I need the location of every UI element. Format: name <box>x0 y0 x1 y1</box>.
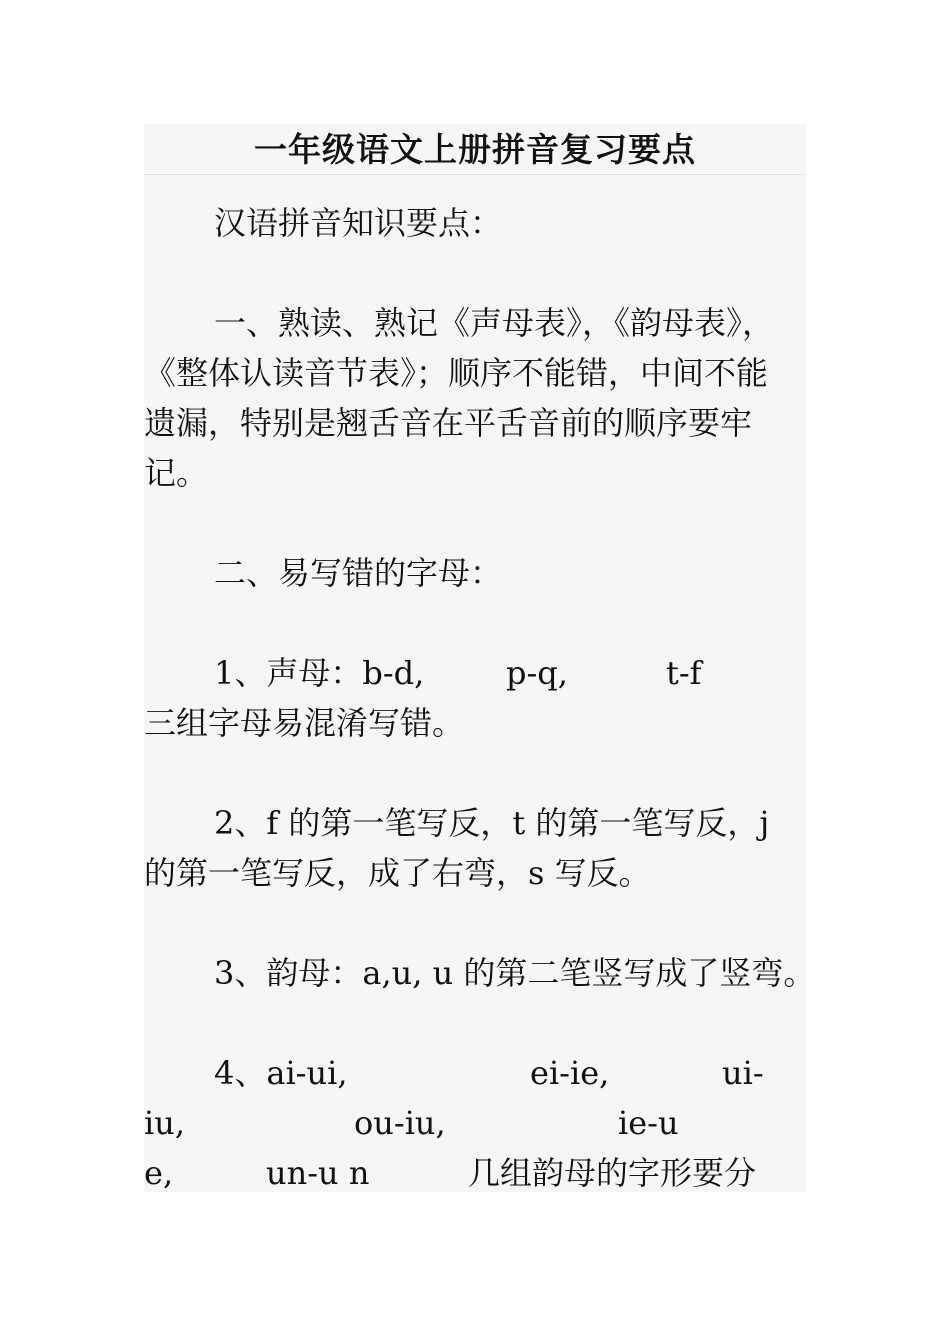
section1-line3: 遗漏，特别是翘舌音在平舌音前的顺序要牢 <box>144 404 753 442</box>
item2-line2: 的第一笔写反，成了右弯，s 写反。 <box>144 854 651 892</box>
item4-line2b: ou-iu, <box>354 1104 446 1142</box>
item4-line3b: un-u n <box>266 1154 370 1192</box>
item3-line1: 3、韵母：a,u, u 的第二笔竖写成了竖弯。 <box>214 954 816 992</box>
item4-line3a: e, <box>144 1154 174 1192</box>
item1-label: 1、声母：b-d, <box>214 654 425 692</box>
document-title: 一年级语文上册拼音复习要点 <box>254 130 696 169</box>
item1-pair2: p-q, <box>506 654 568 692</box>
item4-label: 4、ai-ui, <box>214 1054 348 1092</box>
item1-line2: 三组字母易混淆写错。 <box>144 704 465 742</box>
item4-line3c: 几组韵母的字形要分 <box>468 1154 757 1192</box>
item4-line2c: ie-u <box>618 1104 679 1142</box>
title-bar <box>144 124 806 175</box>
section1-line2: 《整体认读音节表》；顺序不能错，中间不能 <box>144 354 769 392</box>
item4-pair3: ui- <box>722 1054 764 1092</box>
section1-line1: 一、熟读、熟记《声母表》，《韵母表》， <box>214 304 775 342</box>
section1-line4: 记。 <box>144 454 209 492</box>
section2-heading: 二、易写错的字母： <box>214 554 503 592</box>
item1-pair3: t-f <box>666 654 702 692</box>
knowledge-heading: 汉语拼音知识要点： <box>214 204 503 242</box>
item4-line2a: iu, <box>144 1104 186 1142</box>
item4-pair2: ei-ie, <box>530 1054 610 1092</box>
item2-line1: 2、f 的第一笔写反，t 的第一笔写反，j <box>214 804 770 842</box>
